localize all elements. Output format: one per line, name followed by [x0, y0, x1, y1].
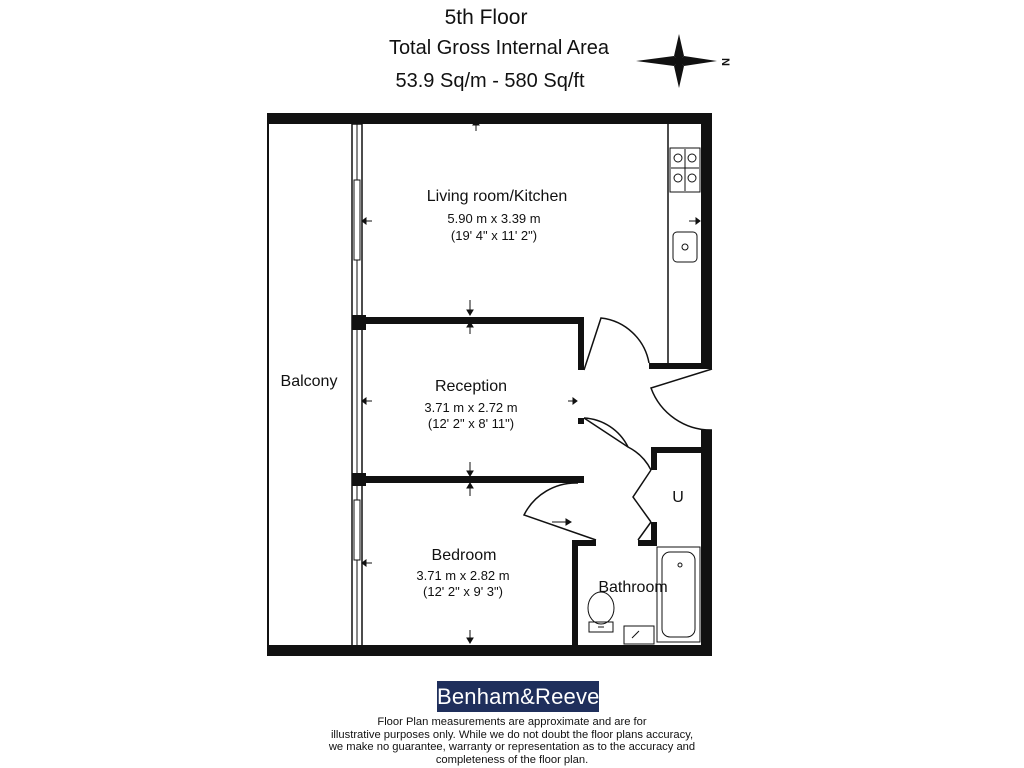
area-title: Total Gross Internal Area [388, 37, 610, 59]
brand-name: Benham&Reeves [437, 684, 611, 709]
disclaimer-line: illustrative purposes only. While we do not doubt the floor plans accuracy, [330, 728, 694, 741]
utility-name: U [672, 489, 684, 506]
disclaimer-line: Floor Plan measurements are approximate and are for [377, 716, 647, 728]
area-value: 53.9 Sq/m - 580 Sq/ft [395, 70, 585, 92]
compass-label: N [719, 58, 732, 66]
bedroom-name: Bedroom [431, 547, 497, 564]
bathroom-name: Bathroom [598, 579, 668, 596]
floor-title: 5th Floor [444, 6, 528, 29]
disclaimer-line: completeness of the floor plan. [435, 753, 589, 766]
interior-walls [362, 317, 701, 646]
door-swings [524, 318, 712, 540]
reception-metric: 3.71 m x 2.72 m [424, 400, 518, 415]
toilet-icon [588, 592, 614, 632]
basin-icon [624, 626, 654, 644]
brand-logo [437, 681, 611, 712]
living-room-name: Living room/Kitchen [426, 188, 568, 205]
bedroom-imperial: (12' 2" x 9' 3") [423, 584, 503, 599]
living-room-imperial: (19' 4" x 11' 2") [450, 228, 538, 243]
living-room-metric: 5.90 m x 3.39 m [447, 211, 541, 226]
balcony-name: Balcony [280, 373, 338, 390]
compass-icon [636, 34, 717, 88]
reception-imperial: (12' 2" x 8' 11") [427, 416, 515, 431]
sink-icon [673, 232, 697, 262]
reception-name: Reception [434, 378, 508, 395]
hob-icon [671, 149, 699, 191]
bedroom-metric: 3.71 m x 2.82 m [416, 568, 510, 583]
disclaimer-line: we make no guarantee, warranty or representation as to the accuracy and [328, 741, 696, 753]
disclaimer [300, 716, 724, 766]
